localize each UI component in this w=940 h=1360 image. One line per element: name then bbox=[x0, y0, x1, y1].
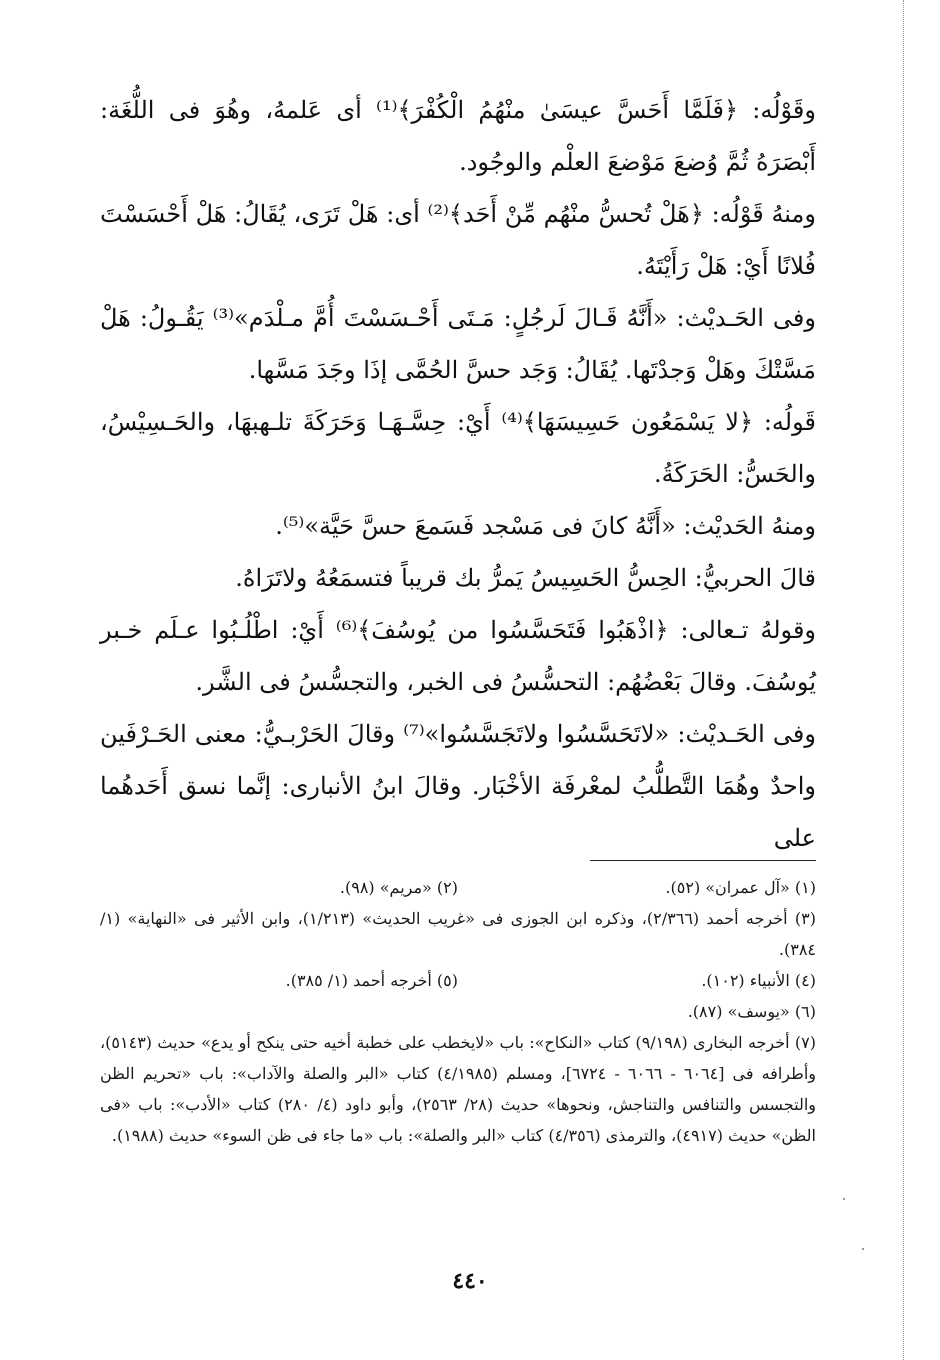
page-number: ٤٤٠ bbox=[452, 1268, 488, 1294]
footnotes bbox=[100, 872, 816, 1151]
footnote-4: (٤) الأنبياء (١٠٢). bbox=[701, 971, 816, 990]
scan-edge-line bbox=[903, 0, 904, 1360]
footnote-6: (٦) «يوسف» (٨٧). bbox=[687, 1002, 816, 1021]
footnote-row bbox=[100, 872, 816, 903]
paragraph-4: قَولُه: ﴿لا يَسْمَعُون حَسِيسَهَا﴾⁽⁴⁾ أَيْ: حِسَّـهَـا وَحَرَكَةَ تلـهبهَا، والحَـسِيْسُ، والحَسُّ: الحَرَكَةُ. bbox=[100, 408, 816, 488]
footnote-row bbox=[100, 965, 816, 996]
footnote-5: (٥) أخرجه أحمد (١/ ٣٨٥). bbox=[285, 971, 458, 990]
paragraph-7: وقولهُ تـعالى: ﴿اذْهَبُوا فَتَحَسَّسُوا من يُوسُفَ﴾⁽⁶⁾ أَيْ: اطْلُـبُوا عـلَم خـبر يُوسُفَ. وقالَ بَعْضُهُم: التحسُّسُ فى الخبر، والتجسُّسُ فى الشَّر. bbox=[100, 616, 817, 696]
paragraph-6: قالَ الحربيُّ: الحِسُّ الحَسِيسُ يَمرُّ بك قريباً فتسمَعُهُ ولاتَرَاهُ. bbox=[235, 564, 816, 592]
footnote-separator bbox=[590, 860, 816, 861]
paragraph-3: وفى الحَـديْث: «أَنَّهُ قَـالَ لَرجُلٍ: مَـتَى أَحْـسَسْتَ أُمَّ مـلْدَم»⁽³⁾ يَقُـولُ: هَلْ مَسَّتْكَ وهَلْ وَجدْتَها. يُقَالُ: وَجَد حسَّ الحُمَّى إذَا وجَدَ مَسَّها. bbox=[100, 304, 816, 384]
paragraph-2: ومنهُ قَوْلُه: ﴿هَلْ تُحسُّ منْهُم مِّنْ أَحَد﴾⁽²⁾ أى: هَلْ تَرَى، يُقَالُ: هَلْ أَحْسَسْتَ فُلانًا أَيْ: هَلْ رَأَيْتَهُ. bbox=[100, 200, 816, 280]
paragraph-8: وفى الحَـديْث: «لاتَحَسَّسُوا ولاتَجَسَّسُوا»⁽⁷⁾ وقالَ الحَرْبـيُّ: معنى الحَـرْفَين واحدٌ وهُمَا التَّطلُّبُ لمعْرفَة الأخْبَار. وقالَ ابنُ الأنبارى: إنَّما نسق أَحَدهُما على bbox=[100, 720, 816, 852]
paragraph-5: ومنهُ الحَديْث: «أَنَّهُ كانَ فى مَسْجد فَسَمعَ حسَّ حَيَّة»⁽⁵⁾. bbox=[275, 512, 816, 540]
scan-speck bbox=[862, 1248, 864, 1250]
footnote-3: (٣) أخرجه أحمد (٢/٣٦٦)، وذكره ابن الجوزى فى «غريب الحديث» (١/٢١٣)، وابن الأثير فى «النهاية» (١/ ٣٨٤). bbox=[100, 909, 817, 959]
footnote-1: (١) «آل عمران» (٥٢). bbox=[665, 878, 816, 897]
footnote-7: (٧) أخرجه البخارى (٩/١٩٨) كتاب «النكاح»: باب «لايخطب على خطبة أخيه حتى ينكح أو يدع» حديث (٥١٤٣)، وأطرافه فى [٦٠٦٤ - ٦٠٦٦ - ٦٧٢٤]، ومسلم (٤/١٩٨٥) كتاب «البر والصلة والآداب»: باب «تحريم الظن والتجسس والتنافس والتناجش، ونحوها» حديث (٢٨/ ٢٥٦٣)، وأبو داود (٤/ ٢٨٠) كتاب «الأدب»: باب «فى الظن» حديث (٤٩١٧)، والترمذى (٤/٣٥٦) كتاب «البر والصلة»: باب «ما جاء فى ظن السوء» حديث (١٩٨٨). bbox=[100, 1033, 817, 1145]
main-text bbox=[100, 84, 816, 864]
scan-speck bbox=[843, 1198, 845, 1200]
footnote-2: (٢) «مريم» (٩٨). bbox=[339, 878, 458, 897]
paragraph-1: وقَوْلُه: ﴿فَلَمَّا أَحَسَّ عيسَىٰ منْهُمُ الْكُفْرَ﴾⁽¹⁾ أى عَلمهُ، وهُوَ فى اللُّغَة: أَبْصَرَهُ ثُمَّ وُضعَ مَوْضعَ العلْم والوجُود. bbox=[100, 96, 816, 176]
